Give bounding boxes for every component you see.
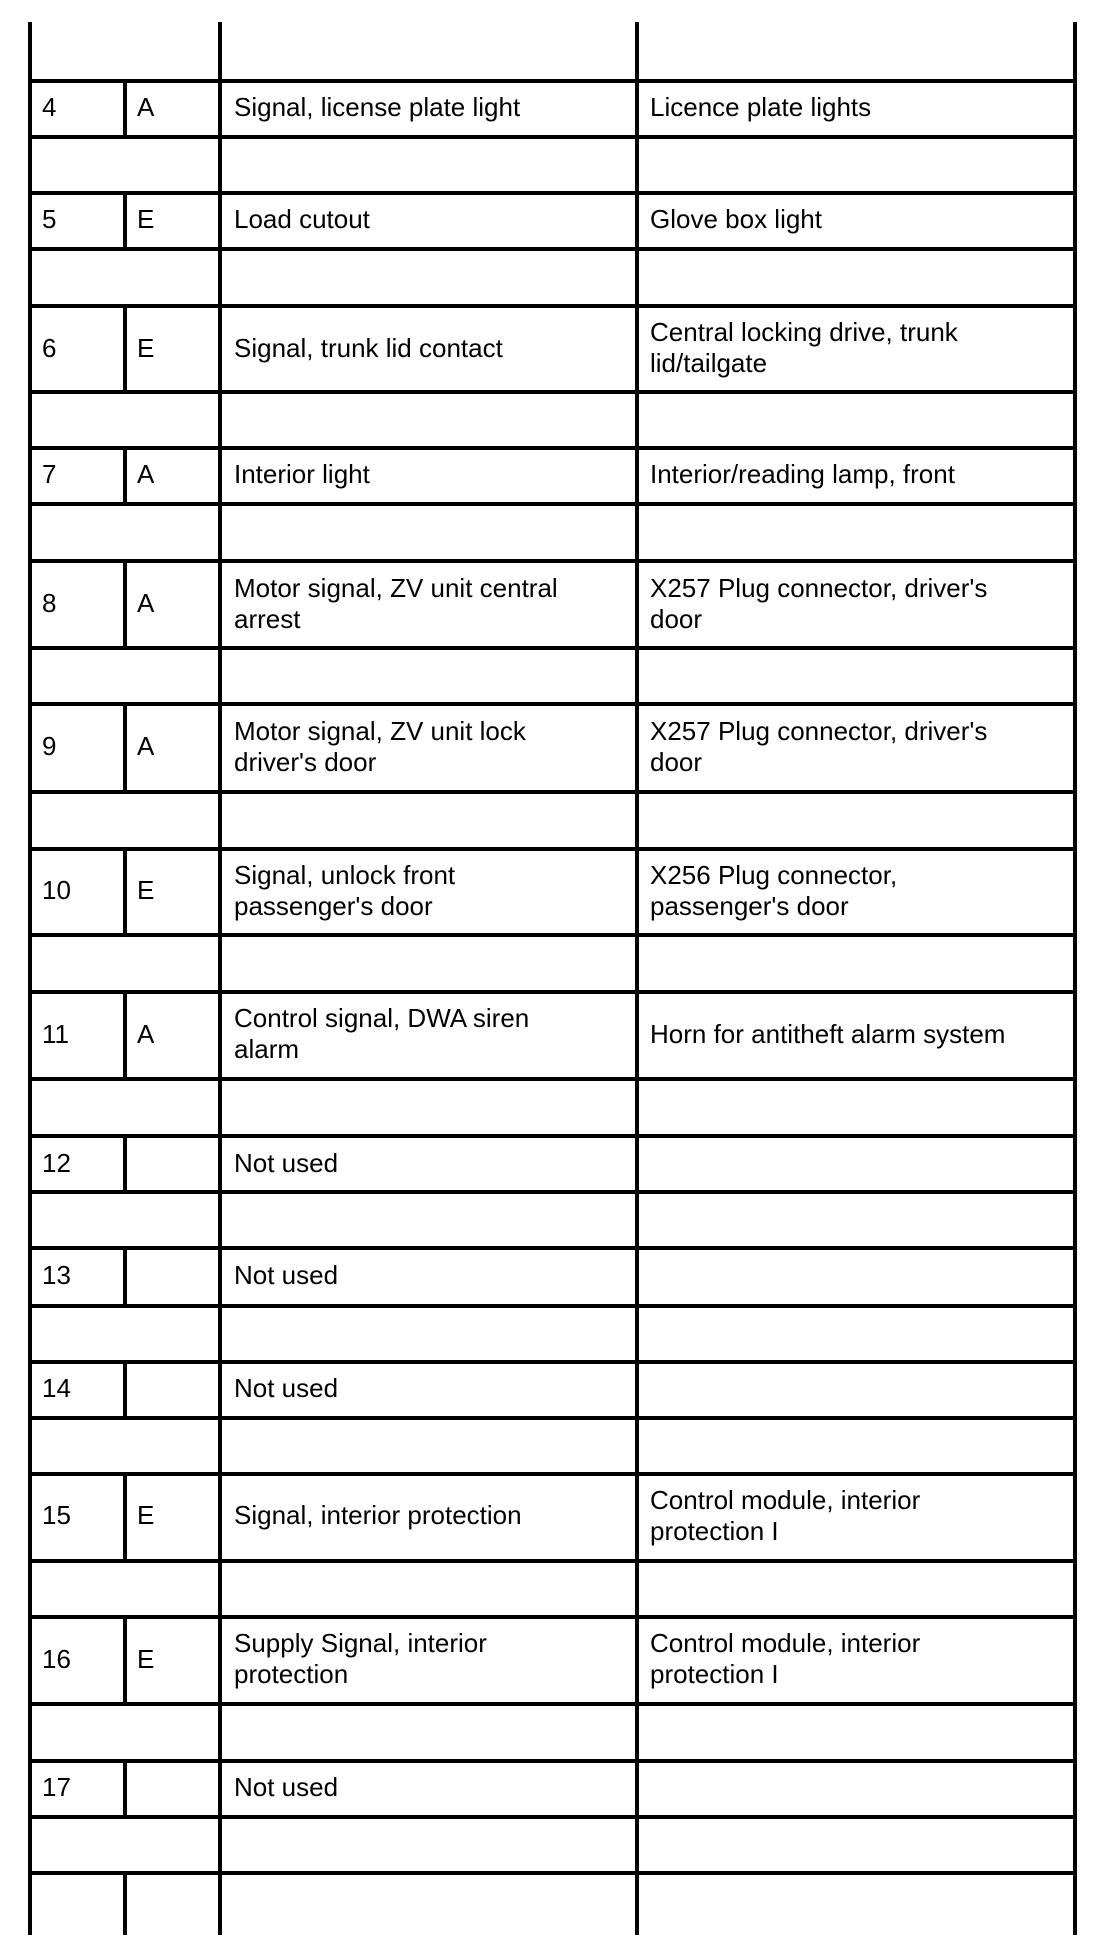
row-rule (28, 1246, 1077, 1250)
component-cell: Control module, interior protection I (650, 1485, 921, 1546)
pin-number-cell: 12 (42, 1148, 71, 1178)
component-cell: Control module, interior protection I (650, 1628, 921, 1689)
pin-number-cell: 8 (42, 588, 57, 618)
row-rule (28, 1871, 1077, 1875)
signal-type-cell: E (137, 875, 155, 905)
column-rule (218, 22, 222, 1935)
column-rule (123, 1248, 127, 1305)
pin-number-cell: 7 (42, 459, 57, 489)
row-rule (28, 502, 1077, 506)
row-rule (28, 1134, 1077, 1138)
row-rule (28, 135, 1077, 139)
column-rule (123, 306, 127, 392)
signal-description-cell: Not used (234, 1148, 339, 1178)
signal-description-cell: Signal, license plate light (234, 92, 521, 122)
signal-type-cell: E (137, 1500, 155, 1530)
row-rule (28, 1472, 1077, 1476)
row-rule (28, 247, 1077, 251)
column-rule (123, 561, 127, 648)
pin-number-cell: 4 (42, 92, 57, 122)
column-rule (635, 22, 639, 1935)
signal-description-cell: Not used (234, 1373, 339, 1403)
component-cell: X257 Plug connector, driver's door (650, 573, 988, 634)
pin-number-cell: 6 (42, 333, 57, 363)
row-rule (28, 1360, 1077, 1364)
column-rule (123, 992, 127, 1079)
row-rule (28, 1416, 1077, 1420)
pin-number-cell: 15 (42, 1500, 71, 1530)
column-rule (28, 22, 32, 1935)
signal-description-cell: Interior light (234, 459, 370, 489)
row-rule (28, 702, 1077, 706)
column-rule (123, 1616, 127, 1703)
signal-type-cell: A (137, 459, 155, 489)
component-cell: Interior/reading lamp, front (650, 459, 955, 489)
signal-description-cell: Not used (234, 1260, 339, 1290)
component-cell: X257 Plug connector, driver's door (650, 716, 988, 777)
signal-description-cell: Signal, unlock front passenger's door (234, 860, 456, 921)
pin-number-cell: 11 (42, 1019, 69, 1049)
pin-number-cell: 13 (42, 1260, 71, 1290)
signal-type-cell: A (137, 588, 155, 618)
row-rule (28, 390, 1077, 394)
row-rule (28, 446, 1077, 450)
column-rule (123, 849, 127, 935)
signal-type-cell: A (137, 1019, 155, 1049)
row-rule (28, 304, 1077, 308)
column-rule (123, 81, 127, 137)
signal-type-cell: E (137, 204, 155, 234)
row-rule (28, 790, 1077, 794)
column-rule (123, 1761, 127, 1817)
component-cell: Glove box light (650, 204, 822, 234)
column-rule (1073, 22, 1077, 1935)
signal-description-cell: Control signal, DWA siren alarm (234, 1003, 530, 1064)
signal-description-cell: Signal, trunk lid contact (234, 333, 503, 363)
row-rule (28, 990, 1077, 994)
component-cell: Licence plate lights (650, 92, 872, 122)
signal-type-cell: A (137, 92, 155, 122)
row-rule (28, 646, 1077, 650)
signal-description-cell: Not used (234, 1772, 339, 1802)
signal-description-cell: Motor signal, ZV unit central arrest (234, 573, 558, 634)
row-rule (28, 1815, 1077, 1819)
signal-type-cell: A (137, 731, 155, 761)
row-rule (28, 1190, 1077, 1194)
component-cell: Horn for antitheft alarm system (650, 1019, 1006, 1049)
row-rule (28, 1702, 1077, 1706)
column-rule (123, 1873, 127, 1935)
column-rule (123, 193, 127, 249)
signal-type-cell: E (137, 333, 155, 363)
row-rule (28, 1759, 1077, 1763)
column-rule (123, 448, 127, 504)
row-rule (28, 1077, 1077, 1081)
pin-number-cell: 10 (42, 875, 71, 905)
signal-description-cell: Load cutout (234, 204, 370, 234)
component-cell: Central locking drive, trunk lid/tailgate (650, 317, 958, 378)
pin-number-cell: 16 (42, 1644, 71, 1674)
pin-number-cell: 5 (42, 204, 57, 234)
pin-number-cell: 14 (42, 1373, 71, 1403)
row-rule (28, 1559, 1077, 1563)
column-rule (123, 1136, 127, 1192)
component-cell: X256 Plug connector, passenger's door (650, 860, 898, 921)
signal-description-cell: Supply Signal, interior protection (234, 1628, 487, 1689)
row-rule (28, 559, 1077, 563)
signal-description-cell: Motor signal, ZV unit lock driver's door (234, 716, 526, 777)
row-rule (28, 1304, 1077, 1308)
row-rule (28, 191, 1077, 195)
row-rule (28, 1615, 1077, 1619)
column-rule (123, 1361, 127, 1417)
row-rule (28, 79, 1077, 83)
column-rule (123, 1473, 127, 1560)
pin-number-cell: 9 (42, 731, 57, 761)
column-rule (123, 704, 127, 791)
signal-description-cell: Signal, interior protection (234, 1500, 522, 1530)
pin-number-cell: 17 (42, 1772, 71, 1802)
row-rule (28, 847, 1077, 851)
signal-type-cell: E (137, 1644, 155, 1674)
row-rule (28, 933, 1077, 937)
